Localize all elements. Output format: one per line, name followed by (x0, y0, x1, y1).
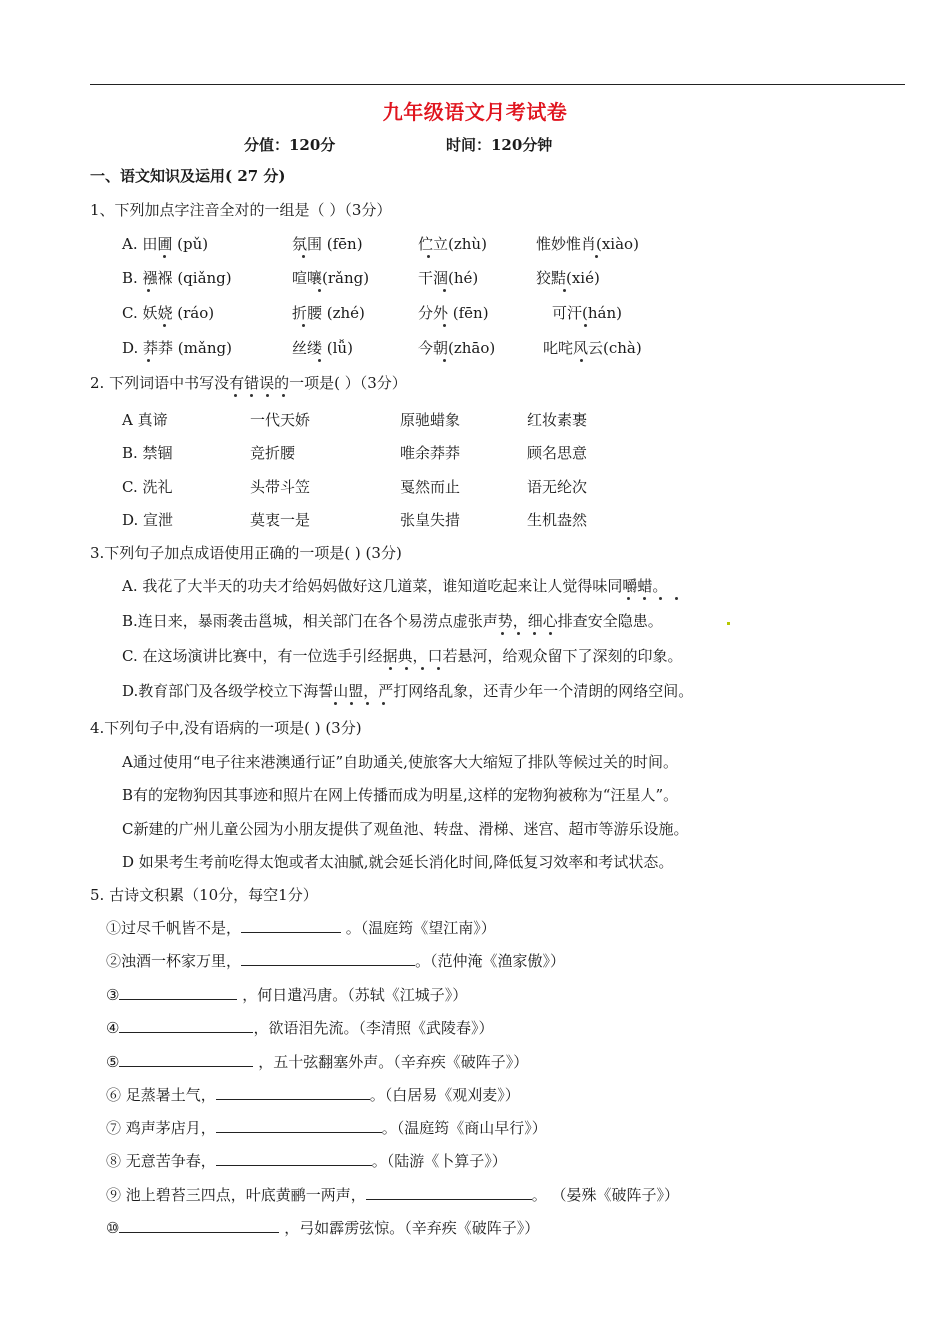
answer-blank[interactable] (119, 985, 237, 1000)
poem-line-source: 。（温庭筠《望江南》） (341, 919, 496, 937)
q2-a-3: 原驰蜡象 (400, 411, 461, 429)
poem-line-7 (106, 1118, 547, 1138)
q2-c-1: C. 洗礼 (122, 478, 173, 496)
top-rule (90, 84, 905, 85)
poem-line-source: 。 （晏殊《破阵子》） (531, 1186, 680, 1204)
stray-mark (727, 622, 730, 625)
q3-option-c: C. 在这场演讲比赛中，有一位选手引经据典，口若悬河，给观众留下了深刻的印象。 (122, 647, 683, 665)
q2-d-4: 生机盎然 (527, 511, 588, 529)
poem-line-text: ⑤ (106, 1053, 120, 1071)
q2-c-2: 头带斗笠 (250, 478, 311, 496)
q2-b-2: 竞折腰 (250, 444, 296, 462)
q3-stem: 3.下列句子加点成语使用正确的一项是( ) (3分) (90, 544, 402, 562)
q3-option-a: A. 我花了大半天的功夫才给妈妈做好这几道菜，谁知道吃起来让人觉得味同嚼蜡。 (122, 577, 668, 595)
poem-line-source: 。（陆游《卜算子》） (371, 1152, 507, 1170)
q4-option-d: D 如果考生考前吃得太饱或者太油腻,就会延长消化时间,降低复习效率和考试状态。 (122, 853, 674, 871)
page-title: 九年级语文月考试卷 (382, 100, 568, 124)
q3-option-d: D.教育部门及各级学校立下海誓山盟，严打网络乱象，还青少年一个清朗的网络空间。 (122, 682, 694, 700)
q1-c-1: C. 妖娆 (ráo) (122, 304, 215, 322)
poem-line-6 (106, 1085, 520, 1105)
q2-b-4: 顾名思意 (527, 444, 588, 462)
poem-line-source: ，五十弦翻塞外声。（辛弃疾《破阵子》） (253, 1053, 529, 1071)
time-label: 时间：120分钟 (446, 136, 553, 154)
q4-option-c: C新建的广州儿童公园为小朋友提供了观鱼池、转盘、滑梯、迷宫、超市等游乐设施。 (122, 820, 689, 838)
q1-a-1: A. 田圃 (pǔ) (122, 235, 209, 253)
poem-line-source: 。（白居易《观刈麦》） (369, 1086, 520, 1104)
answer-blank[interactable] (119, 1052, 253, 1067)
poem-line-text: ②浊酒一杯家万里， (106, 952, 242, 970)
q1-d-1: D. 莽莽 (mǎng) (122, 339, 232, 357)
q2-a-4: 红妆素裹 (527, 411, 588, 429)
q5-stem: 5. 古诗文积累（10分，每空1分） (90, 886, 318, 904)
poem-line-text: ①过尽千帆皆不是， (106, 919, 242, 937)
q2-stem: 2. 下列词语中书写没有错误的一项是( ）（3分） (90, 374, 407, 392)
poem-line-10 (106, 1218, 539, 1238)
q3-option-b: B.连日来，暴雨袭击邕城，相关部门在各个易涝点虚张声势，细心排查安全隐患。 (122, 612, 663, 630)
poem-line-2 (106, 951, 565, 971)
q1-b-1: B. 襁褓 (qiǎng) (122, 269, 232, 287)
section-heading: 一、语文知识及运用( 27 分) (90, 167, 286, 185)
poem-line-source: 。（温庭筠《商山早行》） (381, 1119, 547, 1137)
poem-line-text: ⑧ 无意苦争春， (106, 1152, 216, 1170)
poem-line-9 (106, 1185, 679, 1205)
poem-line-text: ③ (106, 986, 120, 1004)
q2-d-3: 张皇失措 (400, 511, 461, 529)
q4-stem: 4.下列句子中,没有语病的一项是( ) (3分) (90, 719, 362, 737)
answer-blank[interactable] (216, 1118, 382, 1133)
q1-a-4: 惟妙惟肖(xiào) (536, 235, 639, 253)
q1-d-3: 今朝(zhāo) (418, 339, 496, 357)
score-label: 分值：120分 (244, 136, 336, 154)
poem-line-text: ④ (106, 1019, 120, 1037)
poem-line-text: ⑥ 足蒸暑土气， (106, 1086, 216, 1104)
q1-d-2: 丝缕 (lǚ) (292, 339, 353, 357)
poem-line-3 (106, 985, 467, 1005)
q1-a-2: 氛围 (fēn) (292, 235, 363, 253)
q1-d-4: 叱咤风云(chà) (543, 339, 642, 357)
q1-c-3: 分外 (fēn) (418, 304, 489, 322)
answer-blank[interactable] (216, 1085, 370, 1100)
q2-a-1: A 真谛 (122, 411, 168, 429)
poem-line-8 (106, 1151, 507, 1171)
q2-d-2: 莫衷一是 (250, 511, 311, 529)
q2-d-1: D. 宣泄 (122, 511, 174, 529)
q1-b-3: 干涸(hé) (418, 269, 479, 287)
answer-blank[interactable] (119, 1218, 279, 1233)
poem-line-text: ⑩ (106, 1219, 120, 1237)
answer-blank[interactable] (216, 1151, 372, 1166)
answer-blank[interactable] (241, 951, 415, 966)
q4-option-b: B有的宠物狗因其事迹和照片在网上传播而成为明星,这样的宠物狗被称为“汪星人”。 (122, 786, 679, 804)
answer-blank[interactable] (119, 1018, 253, 1033)
q1-a-3: 伫立(zhù) (418, 235, 487, 253)
poem-line-5 (106, 1052, 528, 1072)
q1-b-4: 狡黠(xié) (536, 269, 600, 287)
q1-c-2: 折腰 (zhé) (292, 304, 365, 322)
poem-line-source: ，何日遣冯唐。（苏轼《江城子》） (237, 986, 468, 1004)
poem-line-text: ⑨ 池上碧苔三四点，叶底黄鹂一两声， (106, 1186, 366, 1204)
q1-c-4: 可汗(hán) (552, 304, 622, 322)
poem-line-text: ⑦ 鸡声茅店月， (106, 1119, 216, 1137)
poem-line-source: 。（范仲淹《渔家傲》） (415, 952, 566, 970)
poem-line-source: ，弓如霹雳弦惊。（辛弃疾《破阵子》） (279, 1219, 540, 1237)
q4-option-a: A通过使用“电子往来港澳通行证”自助通关,使旅客大大缩短了排队等候过关的时间。 (122, 753, 678, 771)
q1-stem: 1、下列加点字注音全对的一组是（ ）（3分） (90, 201, 392, 219)
q2-b-3: 唯余莽莽 (400, 444, 461, 462)
answer-blank[interactable] (366, 1185, 532, 1200)
q2-a-2: 一代天娇 (250, 411, 311, 429)
answer-blank[interactable] (241, 918, 341, 933)
poem-line-source: ，欲语泪先流。（李清照《武陵春》） (253, 1019, 494, 1037)
poem-line-4 (106, 1018, 493, 1038)
q2-b-1: B. 禁锢 (122, 444, 173, 462)
poem-line-1 (106, 918, 496, 938)
q2-c-4: 语无纶次 (527, 478, 588, 496)
q1-b-2: 喧嚷(rǎng) (292, 269, 370, 287)
q2-c-3: 戛然而止 (400, 478, 461, 496)
